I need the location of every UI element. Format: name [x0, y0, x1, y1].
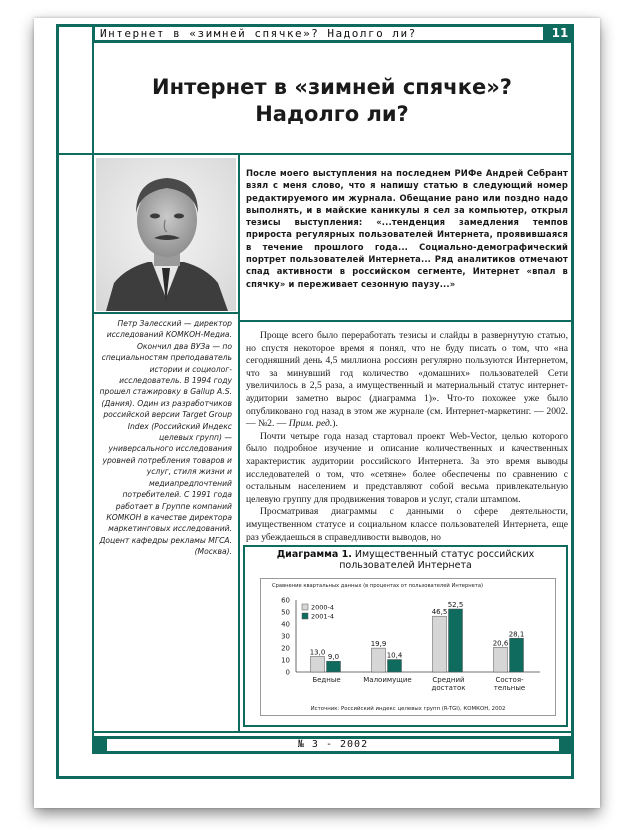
body-paragraph-2: Почти четыре года назад стартовал проект Web-Vector, целью которого было подробное изучение и описание количественных и качественных характеристик аудитории российского Интернета. За это время выводы исследователей о том, что «сетяне» более обеспечены по сравнению с остальным населением и представляют собой весьма привлекательную целевую группу для продвижения товаров и услуг, стали штампом.: [246, 430, 568, 505]
title-divider: [59, 153, 571, 155]
bar-value-label: 28,1: [508, 630, 525, 639]
bar-2001-4: [510, 638, 524, 672]
y-tick-label: 40: [281, 620, 290, 629]
article-title: [92, 74, 572, 128]
legend-swatch: [302, 604, 308, 610]
article-lead: После моего выступления на последнем РИФе Андрей Себрант взял с меня слово, что я напишу статью в следующий номер редактируемого им журнала. Обещание рано или поздно надо выполнять, и в майские каникулы я сел за компьютер, открыл тезисы выступления: «...тенденция замедления темпов прироста регулярных пользователей Интернета, проявившаяся в течение прошлого года... Социально-демографический портрет пользователей Интернета... Ряд аналитиков отмечают спад активности в российском сегменте, Интернет «впал в спячку» и переживает сезонную паузу...»: [246, 168, 568, 289]
lead-divider: [238, 320, 571, 322]
y-tick-label: 30: [281, 632, 290, 641]
bar-value-label: 20,6: [492, 639, 509, 648]
running-title: Интернет в «зимней спячке»? Надолго ли?: [100, 27, 417, 40]
page-number: 11: [551, 26, 569, 40]
bar-2000-4: [311, 656, 325, 672]
y-tick-label: 50: [281, 608, 290, 617]
y-tick-label: 20: [281, 644, 290, 653]
category-label: Малоимущие: [363, 676, 412, 684]
diagram-title-line2: пользователей Интернета: [339, 560, 472, 571]
chart-subtitle: Сравнение квартальных данных (в процентах от пользователей Интернета): [272, 583, 484, 589]
category-label: достаток: [431, 684, 466, 692]
bottom-divider: [92, 731, 571, 733]
bar-chart: [260, 578, 556, 716]
chart-source: Источник: Российский индекс целевых групп (R-TGI), КОМКОН, 2002: [310, 706, 506, 712]
column-divider: [238, 155, 240, 733]
bar-value-label: 19,9: [370, 640, 387, 649]
author-caption: Петр Залесский — директор исследований КОМКОН-Медиа. Окончил два ВУЗа — по специальностям преподаватель истории и социолог-исследователь. В 1994 году прошел стажировку в Gallup A.S. (Дания). Один из разработчиков российской версии Target Group Index (Российский Индекс целевых групп) — универсального исследования уровней потребления товаров и услуг, стиля жизни и медиапредпочтений потребителей. С 1991 года работает в Группе компаний КОМКОН в качестве директора маркетинговых исследований. Доцент кафедры рекламы МГСА. (Москва).: [99, 319, 232, 557]
article-body: [246, 330, 568, 544]
y-tick-label: 60: [281, 596, 290, 605]
bar-value-label: 52,5: [447, 601, 464, 609]
article-title-line2: Надолго ли?: [255, 102, 409, 126]
bar-2000-4: [372, 648, 386, 672]
bar-2000-4: [494, 647, 508, 672]
issue-number: № 3 - 2002: [297, 739, 369, 750]
diagram-title: [243, 549, 568, 571]
bar-2001-4: [327, 661, 341, 672]
body-paragraph-3: Просматривая диаграммы с данными о сфере деятельности, имущественном статусе и социальном классе пользователей Интернета, еще раз убеждаешься в справедливости выводов, но: [246, 506, 568, 543]
bar-value-label: 46,5: [431, 608, 448, 617]
body-paragraph-1: [246, 330, 568, 431]
category-label: Состоя-: [495, 676, 524, 684]
bar-value-label: 10,4: [386, 651, 403, 660]
author-photo: [96, 158, 236, 311]
legend-label: 2000-4: [311, 603, 335, 612]
category-label: тельные: [493, 684, 526, 692]
editor-note: Прим. ред.: [288, 418, 333, 430]
category-label: Бедные: [312, 676, 341, 684]
category-label: Средний: [432, 676, 465, 684]
bar-value-label: 13,0: [309, 648, 326, 657]
diagram-number: Диаграмма 1.: [276, 549, 352, 560]
y-tick-label: 0: [285, 668, 290, 677]
article-title-line1: Интернет в «зимней спячке»?: [152, 75, 512, 99]
y-tick-label: 10: [281, 656, 290, 665]
legend-label: 2001-4: [311, 612, 335, 621]
bar-value-label: 9,0: [327, 653, 340, 662]
legend-swatch: [302, 613, 308, 619]
bar-2001-4: [449, 609, 463, 672]
diagram-title-line1: Имущественный статус российских: [354, 549, 535, 560]
body-paragraph-1-text: Проще всего было переработать тезисы и слайды в развернутую статью, но спустя некоторое время я понял, что не буду писать о том, что «на сегодняшний день 4,5 миллиона россиян регулярно пользуются Интернетом, что за минувший год количество «домашних» пользователей Сети увеличилось в 2,5 раза, а имущественный и материальный статус интернет-аудитории заметно вырос (диаграмма 1)». Что-то похожее уже было опубликовано год назад в этом же журнале (см. Интернет-маркетинг. — 2002. — №2. —: [246, 330, 568, 430]
photo-divider: [92, 312, 238, 314]
bar-2001-4: [388, 660, 402, 672]
bar-2000-4: [433, 616, 447, 672]
body-paragraph-1-end: ).: [332, 418, 338, 430]
